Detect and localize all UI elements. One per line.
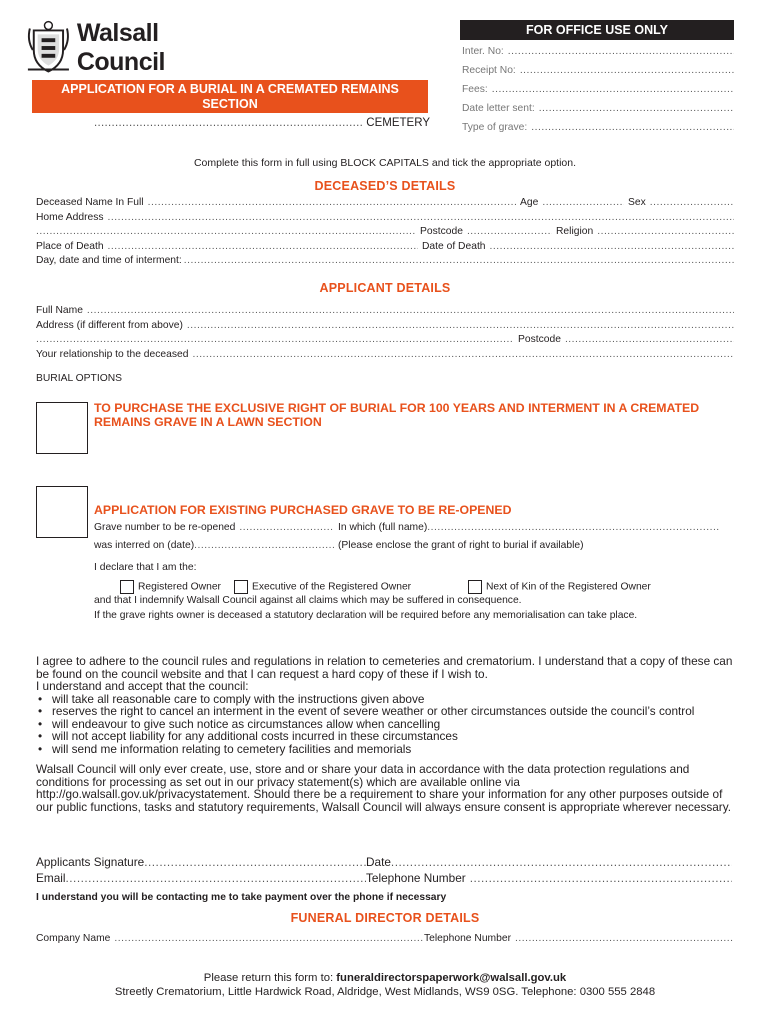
deceased-name-field[interactable]: Deceased Name In Full ..... [36, 197, 516, 212]
registered-owner-checkbox[interactable] [120, 580, 134, 594]
applicant-address-field[interactable]: Address (if different from above) ..... [36, 320, 734, 335]
cemetery-field[interactable]: ..... CEMETERY [94, 117, 430, 129]
footer-address: Streetly Crematorium, Little Hardwick Road, Aldridge, West Midlands, WS9 0SG. Telephone: 0300 555 2848 [114, 986, 656, 998]
deceased-heading: DECEASED’S DETAILS [314, 179, 456, 193]
applicant-phone-field[interactable]: Telephone Number ..... [366, 871, 732, 887]
applicant-address-line2[interactable] [36, 334, 514, 349]
reopen-section [94, 522, 734, 625]
agreement-bullets [36, 693, 736, 756]
signature-date-field[interactable]: Date ..... [366, 855, 732, 871]
office-use-header: FOR OFFICE USE ONLY [460, 20, 734, 40]
interment-field[interactable]: Day, date and time of interment: ..... [36, 255, 734, 270]
council-name: Walsall Council [76, 19, 165, 76]
role-executive[interactable]: Executive of the Registered Owner [234, 580, 468, 594]
statutory-text: If the grave rights owner is deceased a statutory declaration will be required before any memorialisation can take place. [94, 610, 638, 621]
instructions: Complete this form in full using BLOCK CAPITALS and tick the appropriate option. [193, 157, 577, 169]
form-title: APPLICATION FOR A BURIAL IN A CREMATED REMAINS SECTION [32, 80, 428, 113]
company-name-field[interactable]: Company Name ..... [36, 933, 424, 944]
funeral-director-heading: FUNERAL DIRECTOR DETAILS [290, 911, 480, 925]
option1-label: TO PURCHASE THE EXCLUSIVE RIGHT OF BURIAL FOR 100 YEARS AND INTERMENT IN A CREMATED REMAINS GRAVE IN A LAWN SECTION [94, 401, 700, 429]
deceased-age-field[interactable]: Age ..... [520, 197, 624, 212]
council-logo [24, 20, 249, 76]
burial-options-label: BURIAL OPTIONS [36, 373, 123, 384]
office-inter-no[interactable]: Inter. No: ..... [462, 46, 734, 65]
footer-email-link[interactable]: funeraldirectorspaperwork@walsall.gov.uk [336, 972, 567, 984]
executive-checkbox[interactable] [234, 580, 248, 594]
option2-checkbox[interactable] [36, 486, 88, 538]
funeral-director-phone-field[interactable]: Telephone Number ..... [424, 933, 734, 944]
agreement-para2: I understand and accept that the council: [36, 679, 249, 693]
list-item: • will send me information relating to cemetery facilities and memorials [36, 743, 736, 756]
list-item: • reserves the right to cancel an interment in the event of severe weather or other circumstances outside the council’s control [36, 705, 736, 718]
office-use-fields [462, 46, 734, 141]
agreement-para1: I agree to adhere to the council rules and regulations in relation to cemeteries and crematorium. I understand that a copy of these can be found on the council website and that I can request a hard copy of these if I wish to. [36, 654, 733, 681]
indemnify-text: and that I indemnify Walsall Council against all claims which may be suffered in consequence. [94, 595, 522, 606]
deceased-section [36, 197, 734, 270]
office-receipt-no[interactable]: Receipt No: ..... [462, 65, 734, 84]
option2-label: APPLICATION FOR EXISTING PURCHASED GRAVE TO BE RE-OPENED [94, 503, 512, 517]
role-next-of-kin[interactable]: Next of Kin of the Registered Owner [468, 580, 734, 594]
place-of-death-field[interactable]: Place of Death ..... [36, 241, 418, 256]
date-of-death-field[interactable]: Date of Death ..... [422, 241, 734, 256]
next-of-kin-checkbox[interactable] [468, 580, 482, 594]
applicant-section [36, 305, 734, 363]
applicant-heading: APPLICANT DETAILS [319, 281, 451, 295]
applicant-full-name-field[interactable]: Full Name ..... [36, 305, 734, 320]
deceased-postcode-field[interactable]: Postcode ..... [420, 226, 552, 241]
office-fees[interactable]: Fees: ..... [462, 84, 734, 103]
grave-number-field[interactable]: Grave number to be re-opened ..... [94, 522, 334, 540]
relationship-field[interactable]: Your relationship to the deceased ..... [36, 349, 734, 364]
list-item: • will endeavour to give such notice as circumstances allow when cancelling [36, 718, 736, 731]
agreement-section [36, 655, 736, 813]
enclose-note: (Please enclose the grant of right to burial if available) [338, 540, 584, 551]
payment-note: I understand you will be contacting me to take payment over the phone if necessary [36, 892, 447, 903]
list-item: • will take all reasonable care to comply with the instructions given above [36, 693, 736, 706]
funeral-director-section [36, 933, 734, 944]
deceased-religion-field[interactable]: Religion ..... [556, 226, 734, 241]
signature-section [36, 855, 732, 887]
option1-checkbox[interactable] [36, 402, 88, 454]
list-item: • will not accept liability for any additional costs incurred in these circumstances [36, 730, 736, 743]
applicant-signature-field[interactable]: Applicants Signature ..... [36, 855, 366, 871]
deceased-address-line2[interactable] [36, 226, 416, 241]
interred-date-field[interactable]: was interred on (date) ..... [94, 540, 334, 562]
office-date-letter[interactable]: Date letter sent: ..... [462, 103, 734, 122]
applicant-postcode-field[interactable]: Postcode ..... [518, 334, 734, 349]
in-which-field[interactable]: In which (full name) ..... [338, 522, 720, 540]
footer-return-label: Please return this form to: [203, 972, 337, 984]
walsall-crest-icon [24, 20, 73, 76]
deceased-address-field[interactable]: Home Address ..... [36, 212, 734, 227]
declare-label: I declare that I am the: [94, 562, 197, 573]
office-type-grave[interactable]: Type of grave: ..... [462, 122, 734, 141]
role-registered-owner[interactable]: Registered Owner [94, 580, 234, 594]
footer-return [0, 972, 770, 984]
email-field[interactable]: Email ..... [36, 871, 366, 887]
deceased-sex-field[interactable]: Sex ..... [628, 197, 734, 212]
privacy-text: Walsall Council will only ever create, use, store and or share your data in accordance with the data protection regulations and conditions for processing as set out in our privacy statement(s) which are available online via http://go.walsall.gov.uk/privacystatement. Should there be a requirement to share your information for any other purposes outside of our public functions, tasks and statutory requirements, Walsall Council will always ensure consent is appropriate wherever necessary. [36, 762, 732, 814]
